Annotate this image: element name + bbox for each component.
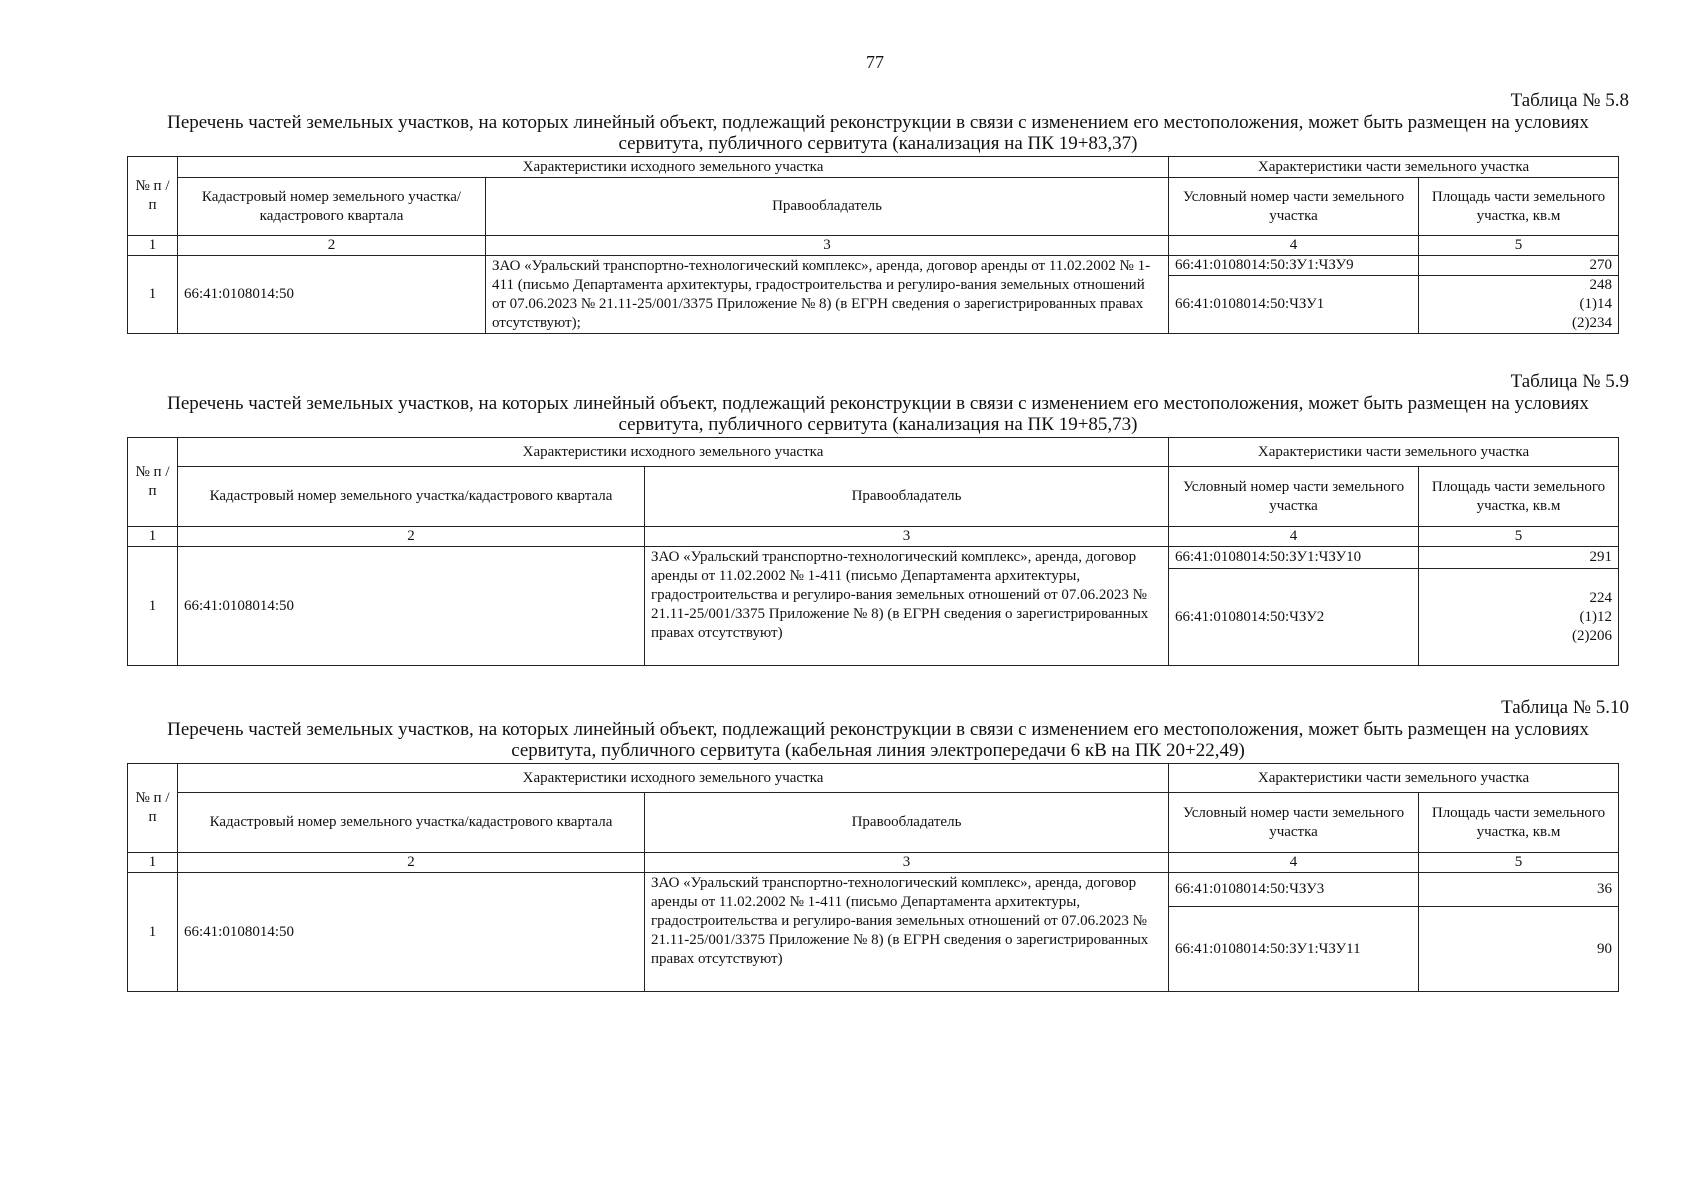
row-owner: ЗАО «Уральский транспортно-технологический комплекс», аренда, договор аренды от 11.02.2002 № 1-411 (письмо Департамента архитектуры, градостроительства и регулиро-вания земельных отношений от 07.06.2023 № 21.11-25/001/3375 Приложение № 8) (в ЕГРН сведения о зарегистрированных правах отсутствуют)	[645, 873, 1169, 992]
part-number: 66:41:0108014:50:ЗУ1:ЧЗУ10	[1169, 547, 1419, 569]
header-group-part: Характеристики части земельного участка	[1169, 157, 1619, 178]
header-num: № п /п	[128, 157, 178, 236]
column-number: 4	[1169, 853, 1419, 873]
row-num: 1	[128, 547, 178, 666]
table-caption-line: Перечень частей земельных участков, на которых линейный объект, подлежащий реконструкции в связи с изменением его местоположения, может быть размещен на условиях	[167, 719, 1589, 740]
column-number: 3	[645, 527, 1169, 547]
column-number: 1	[128, 236, 178, 256]
column-number: 5	[1419, 527, 1619, 547]
part-area: 90	[1419, 907, 1619, 992]
part-number: 66:41:0108014:50:ЗУ1:ЧЗУ11	[1169, 907, 1419, 992]
row-owner: ЗАО «Уральский транспортно-технологический комплекс», аренда, договор аренды от 11.02.2002 № 1-411 (письмо Департамента архитектуры, градостроительства и регулиро-вания земельных отношений от 07.06.2023 № 21.11-25/001/3375 Приложение № 8) (в ЕГРН сведения о зарегистрированных правах отсутствуют);	[486, 256, 1169, 334]
header-part-number: Условный номер части земельного участка	[1169, 467, 1419, 527]
header-cadastral: Кадастровый номер земельного участка/кадастрового квартала	[178, 793, 645, 853]
column-number: 2	[178, 853, 645, 873]
header-group-source: Характеристики исходного земельного участка	[178, 438, 1169, 467]
header-num: № п /п	[128, 764, 178, 853]
table-caption-line: Перечень частей земельных участков, на которых линейный объект, подлежащий реконструкции в связи с изменением его местоположения, может быть размещен на условиях	[167, 393, 1589, 414]
part-number: 66:41:0108014:50:ЧЗУ3	[1169, 873, 1419, 907]
column-number: 5	[1419, 853, 1619, 873]
column-number: 5	[1419, 236, 1619, 256]
header-group-part: Характеристики части земельного участка	[1169, 438, 1619, 467]
header-area: Площадь части земельного участка, кв.м	[1419, 178, 1619, 236]
header-group-part: Характеристики части земельного участка	[1169, 764, 1619, 793]
part-number: 66:41:0108014:50:ЗУ1:ЧЗУ9	[1169, 256, 1419, 276]
row-owner: ЗАО «Уральский транспортно-технологический комплекс», аренда, договор аренды от 11.02.2002 № 1-411 (письмо Департамента архитектуры, градостроительства и регулиро-вания земельных отношений от 07.06.2023 № 21.11-25/001/3375 Приложение № 8) (в ЕГРН сведения о зарегистрированных правах отсутствуют)	[645, 547, 1169, 666]
column-number: 4	[1169, 236, 1419, 256]
part-area: 36	[1419, 873, 1619, 907]
part-area: 270	[1419, 256, 1619, 276]
row-num: 1	[128, 873, 178, 992]
header-owner: Правообладатель	[645, 467, 1169, 527]
part-number: 66:41:0108014:50:ЧЗУ2	[1169, 569, 1419, 666]
data-table	[127, 156, 1619, 334]
part-area	[1419, 276, 1619, 334]
table-caption	[127, 719, 1629, 761]
data-table	[127, 437, 1619, 666]
part-area-value: (1)12	[1579, 608, 1613, 625]
header-area: Площадь части земельного участка, кв.м	[1419, 793, 1619, 853]
column-number: 1	[128, 527, 178, 547]
header-part-number: Условный номер части земельного участка	[1169, 793, 1419, 853]
table-label: Таблица № 5.9	[1510, 371, 1629, 392]
part-area-value: (1)14	[1579, 296, 1613, 312]
column-number: 1	[128, 853, 178, 873]
header-part-number: Условный номер части земельного участка	[1169, 178, 1419, 236]
part-number: 66:41:0108014:50:ЧЗУ1	[1169, 276, 1419, 334]
table-block-5-10	[127, 697, 1629, 992]
row-num: 1	[128, 256, 178, 334]
column-number: 2	[178, 236, 486, 256]
table-caption	[127, 112, 1629, 154]
row-cadastral: 66:41:0108014:50	[178, 547, 645, 666]
header-cadastral: Кадастровый номер земельного участка/кадастрового квартала	[178, 178, 486, 236]
column-number: 3	[486, 236, 1169, 256]
table-caption-line: сервитута, публичного сервитута (канализация на ПК 19+83,37)	[618, 133, 1138, 154]
column-number: 2	[178, 527, 645, 547]
page-number: 77	[866, 52, 884, 72]
table-label: Таблица № 5.10	[1501, 697, 1629, 718]
data-table	[127, 763, 1619, 992]
part-area-value: 248	[1589, 277, 1613, 293]
part-area-value: (2)206	[1572, 627, 1613, 644]
table-caption	[127, 393, 1629, 435]
header-area: Площадь части земельного участка, кв.м	[1419, 467, 1619, 527]
table-caption-line: Перечень частей земельных участков, на которых линейный объект, подлежащий реконструкции в связи с изменением его местоположения, может быть размещен на условиях	[167, 112, 1589, 133]
row-cadastral: 66:41:0108014:50	[178, 873, 645, 992]
table-label: Таблица № 5.8	[1510, 90, 1629, 111]
table-caption-line: сервитута, публичного сервитута (канализация на ПК 19+85,73)	[618, 414, 1138, 435]
table-block-5-8	[127, 90, 1629, 334]
column-number: 3	[645, 853, 1169, 873]
header-cadastral: Кадастровый номер земельного участка/кадастрового квартала	[178, 467, 645, 527]
header-group-source: Характеристики исходного земельного участка	[178, 764, 1169, 793]
column-number: 4	[1169, 527, 1419, 547]
part-area: 291	[1419, 547, 1619, 569]
part-area	[1419, 569, 1619, 666]
header-owner: Правообладатель	[645, 793, 1169, 853]
header-num: № п /п	[128, 438, 178, 527]
part-area-value: 224	[1589, 589, 1613, 606]
part-area-value: (2)234	[1572, 315, 1613, 331]
row-cadastral: 66:41:0108014:50	[178, 256, 486, 334]
table-block-5-9	[127, 371, 1629, 666]
header-owner: Правообладатель	[486, 178, 1169, 236]
table-caption-line: сервитута, публичного сервитута (кабельная линия электропередачи 6 кВ на ПК 20+22,49)	[511, 740, 1245, 761]
header-group-source: Характеристики исходного земельного участка	[178, 157, 1169, 178]
